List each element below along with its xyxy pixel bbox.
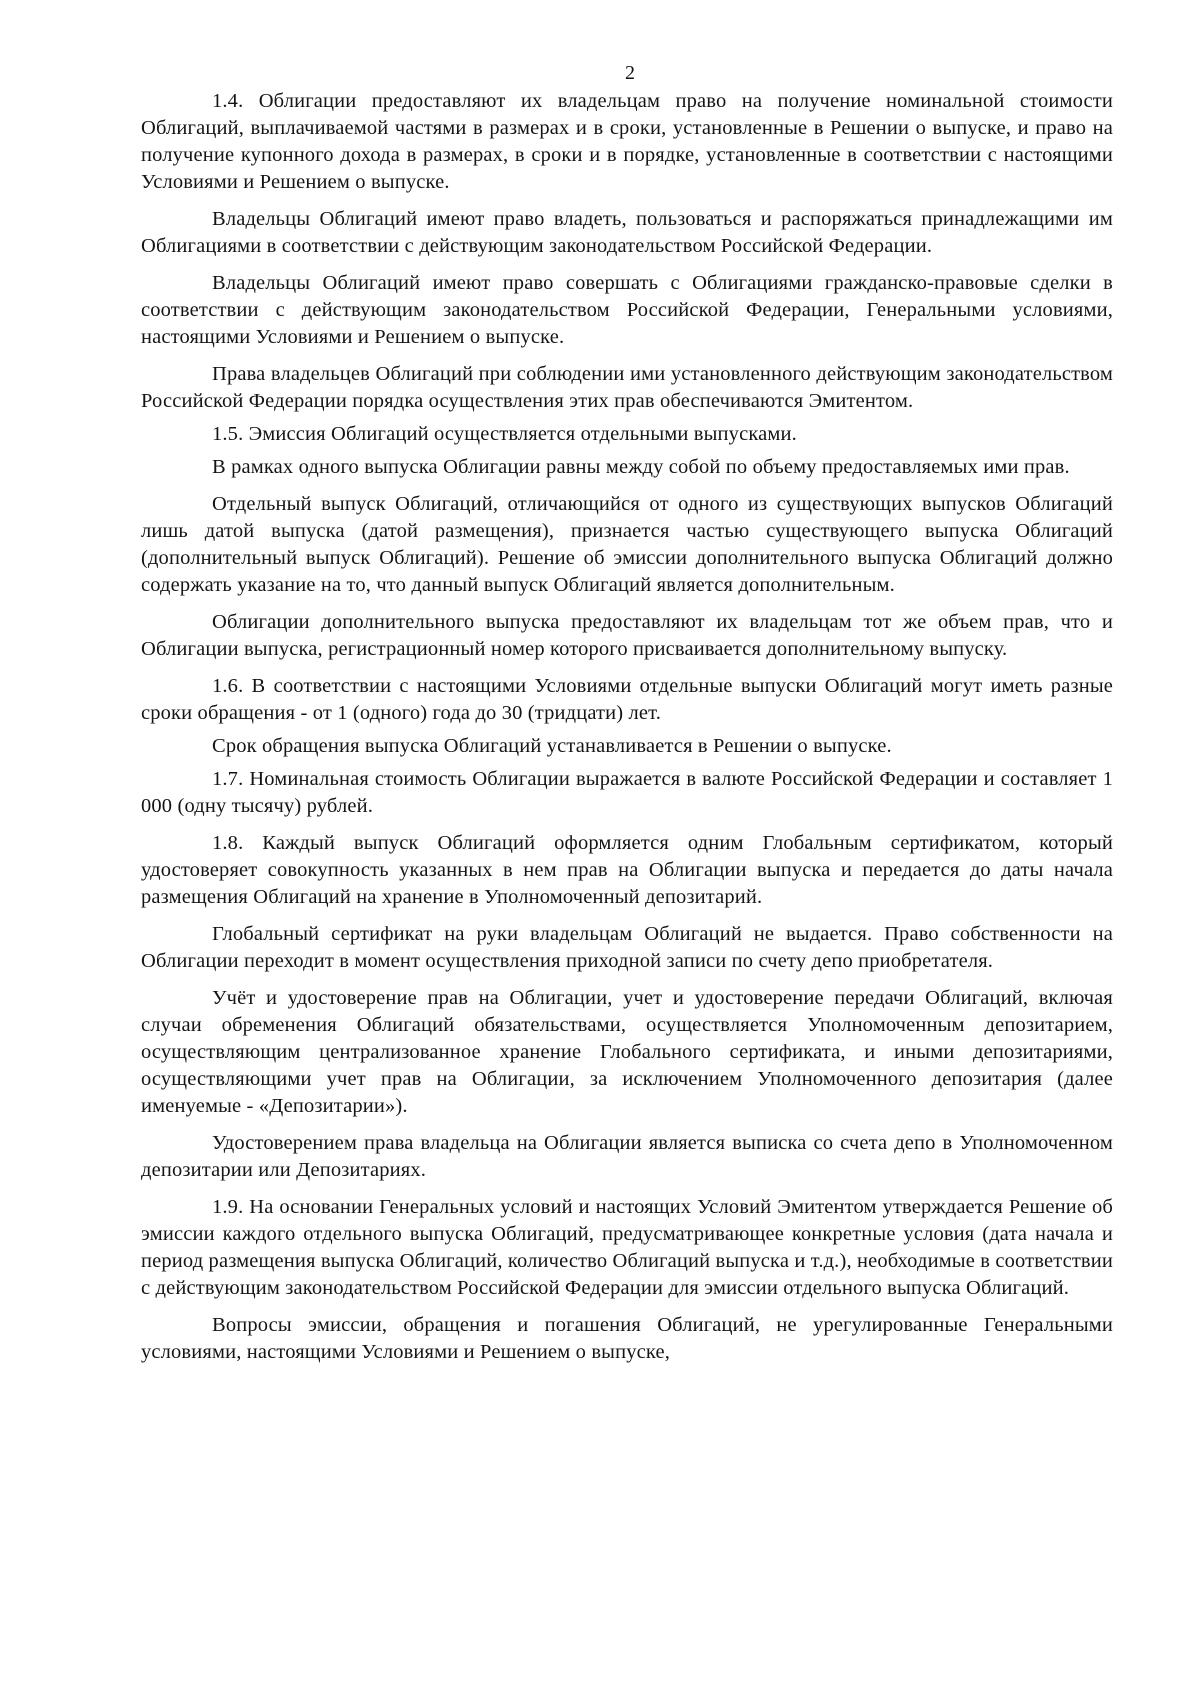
paragraph-unregulated-issues: Вопросы эмиссии, обращения и погашения Облигаций, не урегулированные Генеральными условиями, настоящими Условиями и Решением о выпуске,	[141, 1314, 1113, 1363]
paragraph-global-certificate: Глобальный сертификат на руки владельцам Облигаций не выдается. Право собственности на Облигации переходит в момент осуществления приходной записи по счету депо приобретателя.	[141, 923, 1113, 972]
paragraph-1-6: 1.6. В соответствии с настоящими Условиями отдельные выпуски Облигаций могут иметь разные сроки обращения - от 1 (одного) года до 30 (тридцати) лет.	[141, 675, 1113, 724]
paragraph-1-4: 1.4. Облигации предоставляют их владельцам право на получение номинальной стоимости Облигаций, выплачиваемой частями в размерах и в сроки, установленные в Решении о выпуске, и право на получение купонного дохода в размерах, в сроки и в порядке, установленные в соответствии с настоящими Условиями и Решением о выпуске.	[141, 90, 1113, 193]
paragraph-owner-rights: Владельцы Облигаций имеют право владеть, пользоваться и распоряжаться принадлежащими им Облигациями в соответствии с действующим законодательством Российской Федерации.	[141, 208, 1113, 257]
paragraph-1-8: 1.8. Каждый выпуск Облигаций оформляется одним Глобальным сертификатом, который удостоверяет совокупность указанных в нем прав на Облигации выпуска и передается до даты начала размещения Облигаций на хранение в Уполномоченный депозитарий.	[141, 832, 1113, 908]
page-number: 2	[625, 62, 635, 84]
paragraph-rights-accounting: Учёт и удостоверение прав на Облигации, учет и удостоверение передачи Облигаций, включая случаи обременения Облигаций обязательствами, осуществляется Уполномоченным депозитарием, осуществляющим централизованное хранение Глобального сертификата, и иными депозитариями, осуществляющими учет прав на Облигации, за исключением Уполномоченного депозитария (далее именуемые - «Депозитарии»).	[141, 987, 1113, 1117]
paragraph-1-7: 1.7. Номинальная стоимость Облигации выражается в валюте Российской Федерации и составляет 1 000 (одну тысячу) рублей.	[141, 768, 1113, 817]
document-body	[141, 88, 1113, 1376]
paragraph-additional-issue-rights: Облигации дополнительного выпуска предоставляют их владельцам тот же объем прав, что и Облигации выпуска, регистрационный номер которого присваивается дополнительному выпуску.	[141, 611, 1113, 660]
paragraph-circulation-term: Срок обращения выпуска Облигаций устанавливается в Решении о выпуске.	[212, 735, 892, 757]
paragraph-1-5: 1.5. Эмиссия Облигаций осуществляется отдельными выпусками.	[212, 423, 797, 445]
paragraph-owner-transactions: Владельцы Облигаций имеют право совершать с Облигациями гражданско-правовые сделки в соответствии с действующим законодательством Российской Федерации, Генеральными условиями, настоящими Условиями и Решением о выпуске.	[141, 272, 1113, 348]
paragraph-rights-ensured: Права владельцев Облигаций при соблюдении ими установленного действующим законодательством Российской Федерации порядка осуществления этих прав обеспечиваются Эмитентом.	[141, 363, 1113, 412]
paragraph-equal-rights: В рамках одного выпуска Облигации равны между собой по объему предоставляемых ими прав.	[212, 456, 1070, 478]
paragraph-additional-issue: Отдельный выпуск Облигаций, отличающийся от одного из существующих выпусков Облигаций лишь датой выпуска (датой размещения), признается частью существующего выпуска Облигаций (дополнительный выпуск Облигаций). Решение об эмиссии дополнительного выпуска Облигаций должно содержать указание на то, что данный выпуск Облигаций является дополнительным.	[141, 493, 1113, 596]
paragraph-1-9: 1.9. На основании Генеральных условий и настоящих Условий Эмитентом утверждается Решение об эмиссии каждого отдельного выпуска Облигаций, предусматривающее конкретные условия (дата начала и период размещения выпуска Облигаций, количество Облигаций выпуска и т.д.), необходимые в соответствии с действующим законодательством Российской Федерации для эмиссии отдельного выпуска Облигаций.	[141, 1196, 1113, 1299]
paragraph-depo-extract: Удостоверением права владельца на Облигации является выписка со счета депо в Уполномоченном депозитарии или Депозитариях.	[141, 1132, 1113, 1181]
